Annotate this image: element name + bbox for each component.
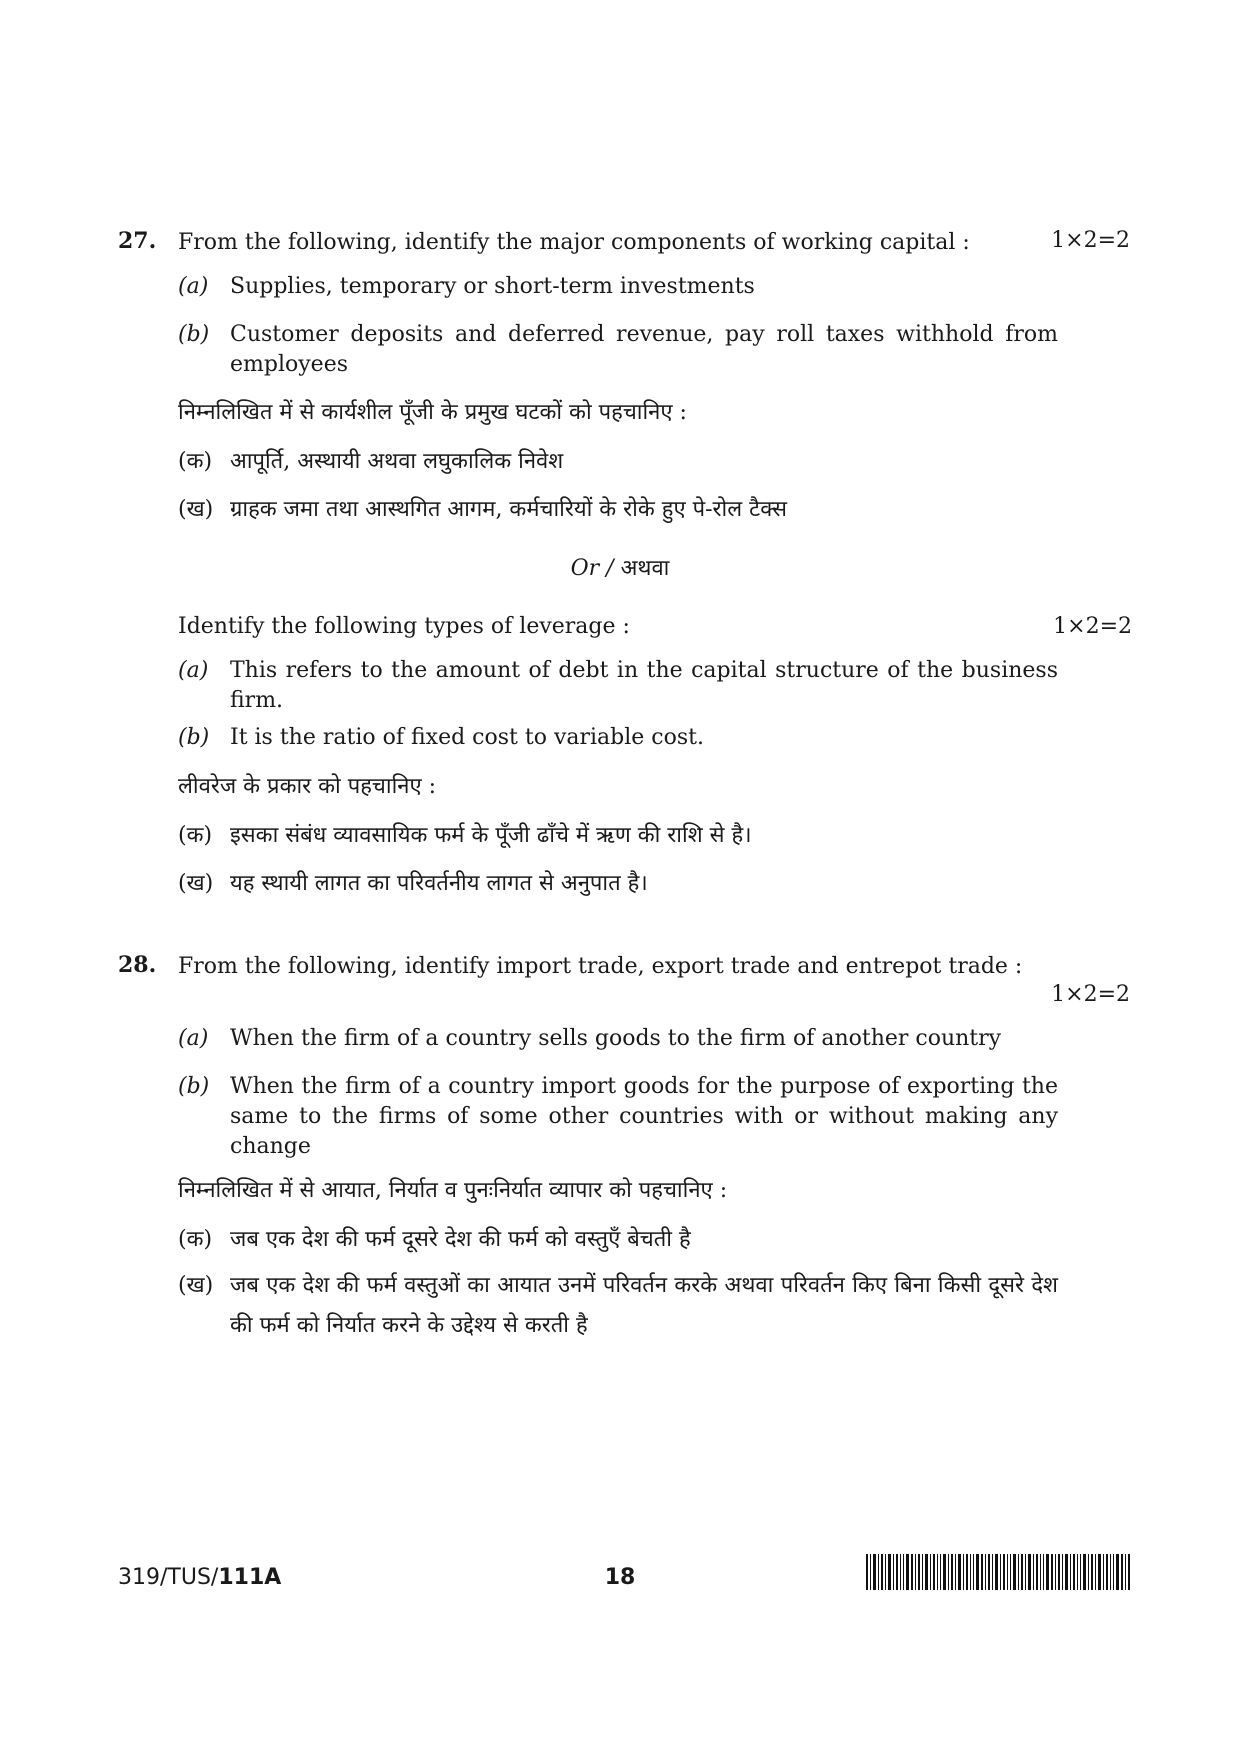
option-label: (a): [178, 1026, 209, 1051]
question-stem: From the following, identify the major components of working capital :: [178, 230, 970, 255]
question-number: 28.: [118, 952, 157, 978]
option-label: (a): [178, 274, 209, 299]
hindi-question-stem: निम्नलिखित में से कार्यशील पूँजी के प्रमुख घटकों को पहचानिए :: [178, 400, 687, 425]
option-text: When the firm of a country sells goods to the firm of another country: [230, 1026, 1002, 1051]
option-text: Customer deposits and deferred revenue, pay roll taxes withhold from employees: [230, 322, 1058, 377]
marks: 1×2=2: [1051, 228, 1130, 253]
paper-code-suffix: 111A: [218, 1565, 282, 1590]
or-english: Or /: [570, 556, 614, 581]
alt-hindi-question-stem: लीवरेज के प्रकार को पहचानिए :: [178, 774, 437, 799]
page-number: 18: [604, 1565, 636, 1590]
question-number: 27.: [118, 228, 157, 254]
option-text: यह स्थायी लागत का परिवर्तनीय लागत से अनुपात है।: [230, 871, 648, 896]
paper-code-prefix: 319/TUS/: [118, 1565, 219, 1590]
option-label: (b): [178, 725, 210, 750]
option-text: जब एक देश की फर्म दूसरे देश की फर्म को वस्तुएँ बेचती है: [230, 1227, 691, 1252]
alt-stem-text: Identify the following types of leverage :: [178, 614, 630, 639]
or-hindi: अथवा: [620, 556, 670, 581]
option-text: ग्राहक जमा तथा आस्थगित आगम, कर्मचारियों के रोके हुए पे-रोल टैक्स: [230, 497, 787, 522]
option-text: It is the ratio of fixed cost to variable cost.: [230, 725, 704, 750]
option-label: (b): [178, 1074, 210, 1099]
option-text: आपूर्ति, अस्थायी अथवा लघुकालिक निवेश: [230, 449, 564, 474]
hindi-question-stem: निम्नलिखित में से आयात, निर्यात व पुनःनिर्यात व्यापार को पहचानिए :: [178, 1178, 728, 1203]
option-label: (b): [178, 322, 210, 347]
or-divider: [0, 552, 1240, 582]
alternative-question-stem: [178, 612, 1058, 642]
option-text: When the firm of a country import goods for the purpose of exporting the same to the firms of some other countries with or without making any change: [230, 1074, 1058, 1159]
question-28: [118, 952, 1130, 1012]
option-text: This refers to the amount of debt in the capital structure of the business firm.: [230, 658, 1058, 713]
option-text: जब एक देश की फर्म वस्तुओं का आयात उनमें परिवर्तन करके अथवा परिवर्तन किए बिना किसी दूसरे देश की फर्म को निर्यात करने के उद्देश्य से करती है: [230, 1273, 1058, 1338]
option-label: (क): [178, 1227, 213, 1252]
option-label: (a): [178, 658, 209, 683]
barcode-icon: [866, 1554, 1132, 1590]
option-text: Supplies, temporary or short-term investments: [230, 274, 755, 299]
option-text: इसका संबंध व्यावसायिक फर्म के पूँजी ढाँचे में ऋण की राशि से है।: [230, 823, 752, 848]
question-stem: From the following, identify import trade, export trade and entrepot trade :: [178, 954, 1023, 979]
option-label: (ख): [178, 497, 214, 522]
option-label: (क): [178, 449, 213, 474]
option-label: (क): [178, 823, 213, 848]
option-label: (ख): [178, 871, 214, 896]
alt-marks: 1×2=2: [1053, 614, 1132, 639]
marks: 1×2=2: [1051, 982, 1130, 1007]
option-label: (ख): [178, 1273, 214, 1298]
